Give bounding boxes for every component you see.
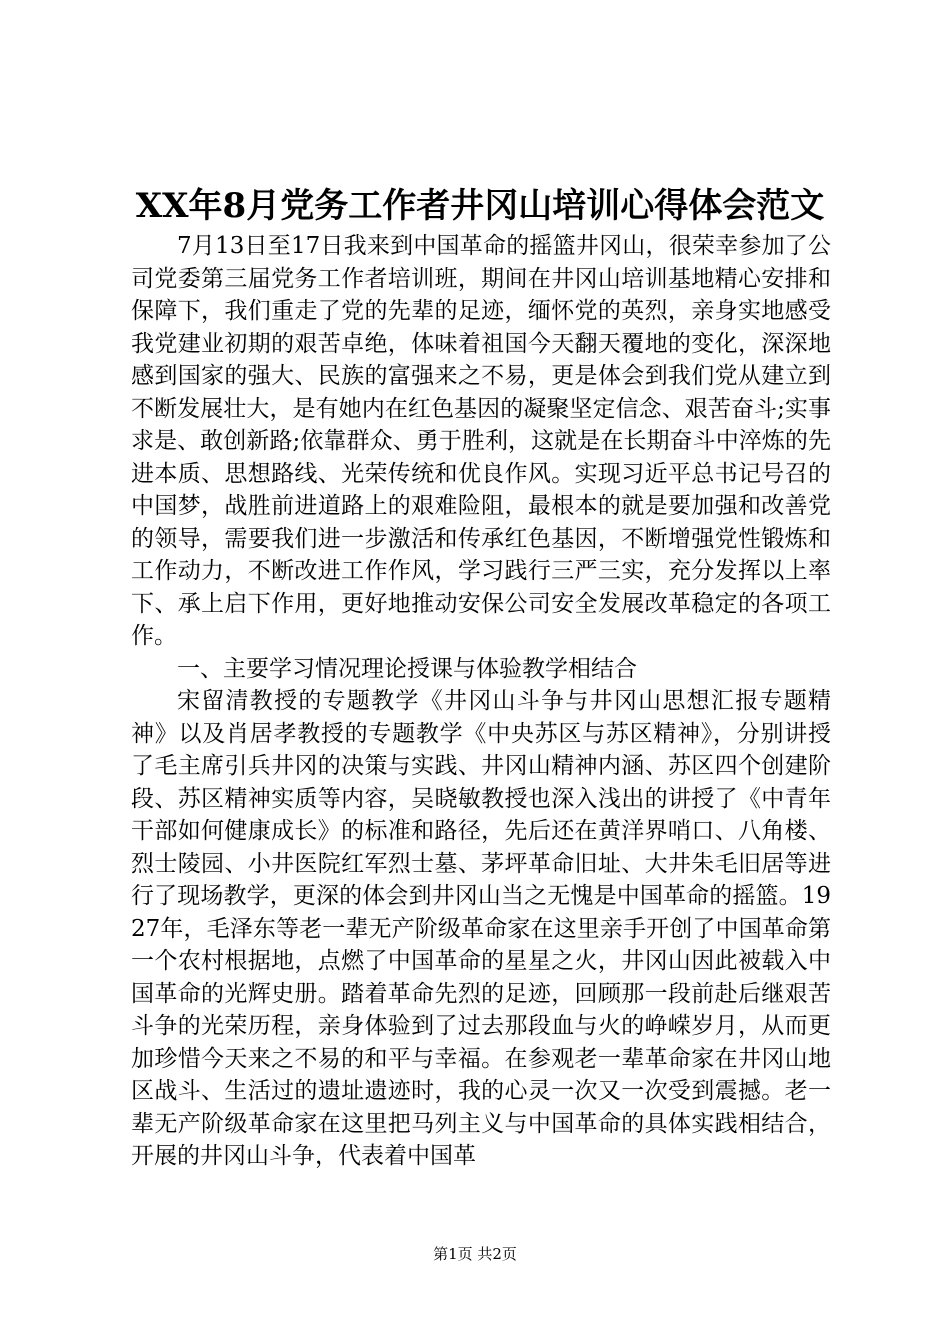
paragraph-intro: 7月13日至17日我来到中国革命的摇篮井冈山，很荣幸参加了公司党委第三届党务工作者培训班，期间在井冈山培训基地精心安排和保障下，我们重走了党的先辈的足迹，缅怀党的英烈，亲身实地感受我党建业初期的艰苦卓绝，体味着祖国今天翻天覆地的变化，深深地感到国家的强大、民族的富强来之不易，更是体会到我们党从建立到不断发展壮大，是有她内在红色基因的凝聚坚定信念、艰苦奋斗;实事求是、敢创新路;依靠群众、勇于胜利，这就是在长期奋斗中淬炼的先进本质、思想路线、光荣传统和优良作风。实现习近平总书记号召的中国梦，战胜前进道路上的艰难险阻，最根本的就是要加强和改善党的领导，需要我们进一步激活和传承红色基因，不断增强党性锻炼和工作动力，不断改进工作作风，学习践行三严三实，充分发挥以上率下、承上启下作用，更好地推动安保公司安全发展改革稳定的各项工作。	[131, 233, 831, 649]
section-heading: 一、主要学习情况理论授课与体验教学相结合	[177, 655, 637, 682]
paragraph-study: 宋留清教授的专题教学《井冈山斗争与井冈山思想汇报专题精神》以及肖居孝教授的专题教学《中央苏区与苏区精神》，分别讲授了毛主席引兵井冈的决策与实践、井冈山精神内涵、苏区四个创建阶段、苏区精神实质等内容，吴晓敏教授也深入浅出的讲授了《中青年干部如何健康成长》的标准和路径，先后还在黄洋界哨口、八角楼、烈士陵园、小井医院红军烈士墓、茅坪革命旧址、大井朱毛旧居等进行了现场教学，更深的体会到井冈山当之无愧是中国革命的摇篮。1927年，毛泽东等老一辈无产阶级革命家在这里亲手开创了中国革命第一个农村根据地，点燃了中国革命的星星之火，井冈山因此被载入中国革命的光辉史册。踏着革命先烈的足迹，回顾那一段前赴后继艰苦斗争的光荣历程，亲身体验到了过去那段血与火的峥嵘岁月，从而更加珍惜今天来之不易的和平与幸福。在参观老一辈革命家在井冈山地区战斗、生活过的遗址遗迹时，我的心灵一次又一次受到震撼。老一辈无产阶级革命家在这里把马列主义与中国革命的具体实践相结合，开展的井冈山斗争，代表着中国革	[131, 688, 831, 1169]
document-body	[131, 230, 831, 1173]
page-number: 第1页 共2页	[433, 1245, 517, 1263]
document-title: XX年8月党务工作者井冈山培训心得体会范文	[135, 186, 825, 226]
